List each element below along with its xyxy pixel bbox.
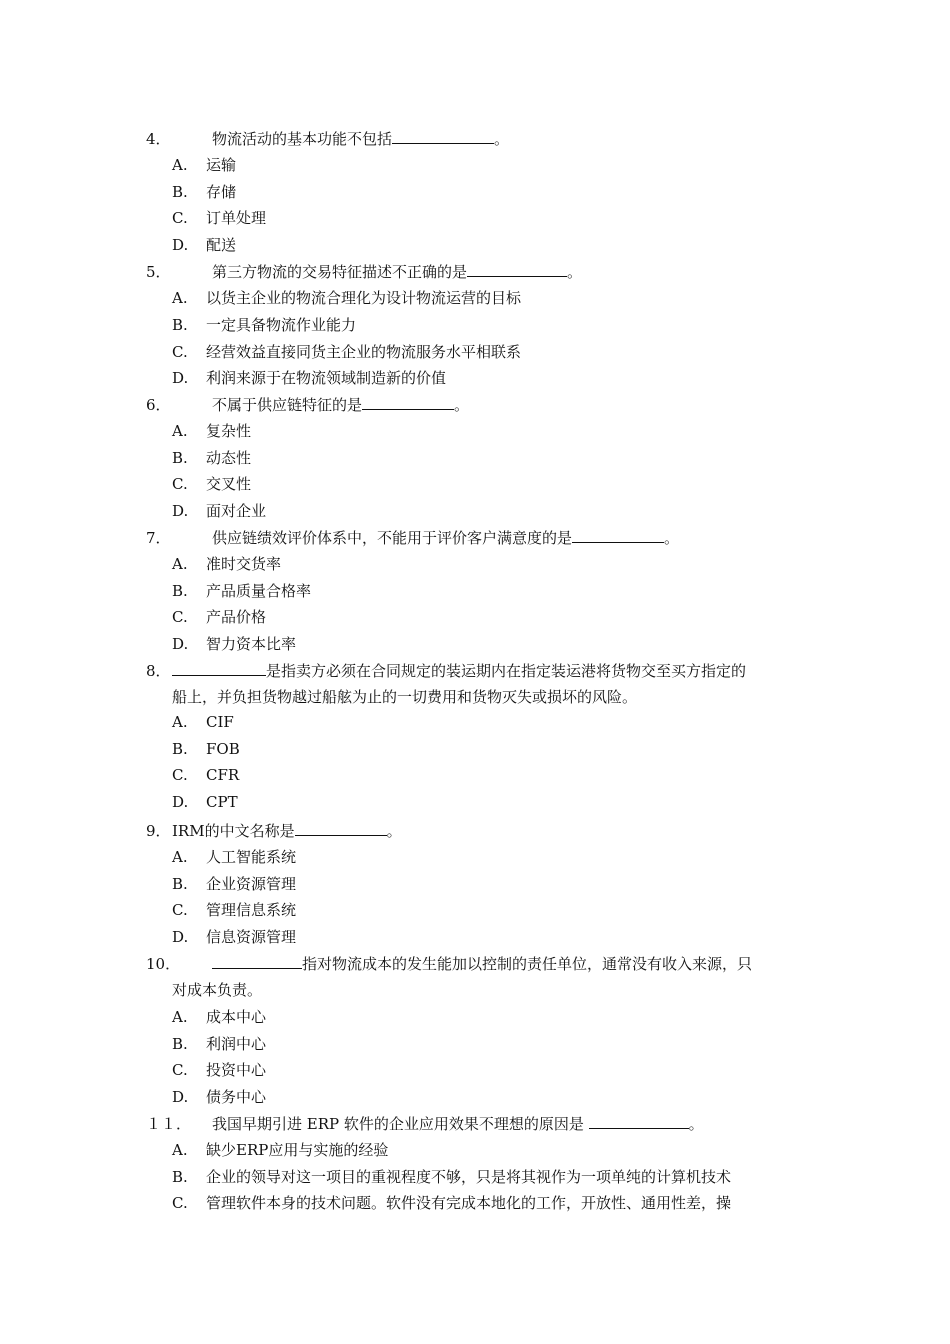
question-number: 8． xyxy=(146,662,171,680)
answer-blank xyxy=(172,661,266,676)
question-number: 5． xyxy=(146,263,171,281)
answer-blank xyxy=(212,954,302,969)
option-a: A. 复杂性 xyxy=(172,422,252,440)
option-b: B. 产品质量合格率 xyxy=(172,582,312,600)
option-b: B. 一定具备物流作业能力 xyxy=(172,316,357,334)
question-text: 不属于供应链特征的是 。 xyxy=(212,396,470,414)
option-c: C. 经营效益直接同货主企业的物流服务水平相联系 xyxy=(172,343,522,361)
option-c: C. 交叉性 xyxy=(172,475,252,493)
question-number: 6． xyxy=(146,396,171,414)
option-b: B. 企业资源管理 xyxy=(172,875,297,893)
option-d: D. 面对企业 xyxy=(172,502,267,520)
question-number: １１． xyxy=(146,1115,192,1133)
answer-blank xyxy=(392,129,494,144)
option-c: C. 管理信息系统 xyxy=(172,901,297,919)
answer-blank xyxy=(467,262,567,277)
answer-blank xyxy=(295,821,387,836)
question-text: 是指卖方必须在合同规定的装运期内在指定装运港将货物交至买方指定的 xyxy=(172,660,746,681)
option-d: D. 信息资源管理 xyxy=(172,928,297,946)
question-text: 供应链绩效评价体系中，不能用于评价客户满意度的是 。 xyxy=(212,529,680,547)
question-text: 我国早期引进 ERP 软件的企业应用效果不理想的原因是 。 xyxy=(212,1115,704,1133)
question-number: 4． xyxy=(146,130,171,148)
option-b: B. 企业的领导对这一项目的重视程度不够，只是将其视作为一项单纯的计算机技术 xyxy=(172,1168,732,1186)
option-c: C. 管理软件本身的技术问题。软件没有完成本地化的工作，开放性、通用性差，操 xyxy=(172,1194,732,1212)
option-c: C. 产品价格 xyxy=(172,608,267,626)
option-d: D. 债务中心 xyxy=(172,1088,267,1106)
option-a: A. 人工智能系统 xyxy=(172,848,297,866)
option-a: A. 以货主企业的物流合理化为设计物流运营的目标 xyxy=(172,289,522,307)
question-text: 指对物流成本的发生能加以控制的责任单位，通常没有收入来源，只 xyxy=(212,953,752,974)
option-b: B. 存储 xyxy=(172,183,237,201)
option-d: D. CPT xyxy=(172,793,238,811)
option-d: D. 智力资本比率 xyxy=(172,635,297,653)
option-a: A. 成本中心 xyxy=(172,1008,267,1026)
answer-blank xyxy=(362,395,454,410)
question-text: IRM的中文名称是 。 xyxy=(172,822,402,840)
question-text-continued: 船上，并负担货物越过船舷为止的一切费用和货物灭失或损坏的风险。 xyxy=(172,688,638,706)
option-b: B. 动态性 xyxy=(172,449,252,467)
answer-blank xyxy=(572,528,664,543)
question-number: 7． xyxy=(146,529,171,547)
option-c: C. 投资中心 xyxy=(172,1061,267,1079)
question-number: 10． xyxy=(146,955,181,973)
option-a: A. 运输 xyxy=(172,156,237,174)
option-a: A. 准时交货率 xyxy=(172,555,282,573)
option-c: C. CFR xyxy=(172,766,240,784)
option-c: C. 订单处理 xyxy=(172,209,267,227)
question-number: 9． xyxy=(146,822,171,840)
option-d: D. 配送 xyxy=(172,236,237,254)
question-text: 第三方物流的交易特征描述不正确的是 。 xyxy=(212,263,583,281)
option-d: D. 利润来源于在物流领域制造新的价值 xyxy=(172,369,447,387)
question-text xyxy=(212,128,509,149)
option-a: A. CIF xyxy=(172,713,234,731)
question-stem-end: 。 xyxy=(494,130,510,148)
option-b: B. 利润中心 xyxy=(172,1035,267,1053)
question-stem: 物流活动的基本功能不包括 xyxy=(212,130,393,148)
option-b: B. FOB xyxy=(172,740,240,758)
option-a: A. 缺少ERP应用与实施的经验 xyxy=(172,1141,389,1159)
answer-blank xyxy=(589,1114,689,1129)
question-text-continued: 对成本负责。 xyxy=(172,981,263,999)
